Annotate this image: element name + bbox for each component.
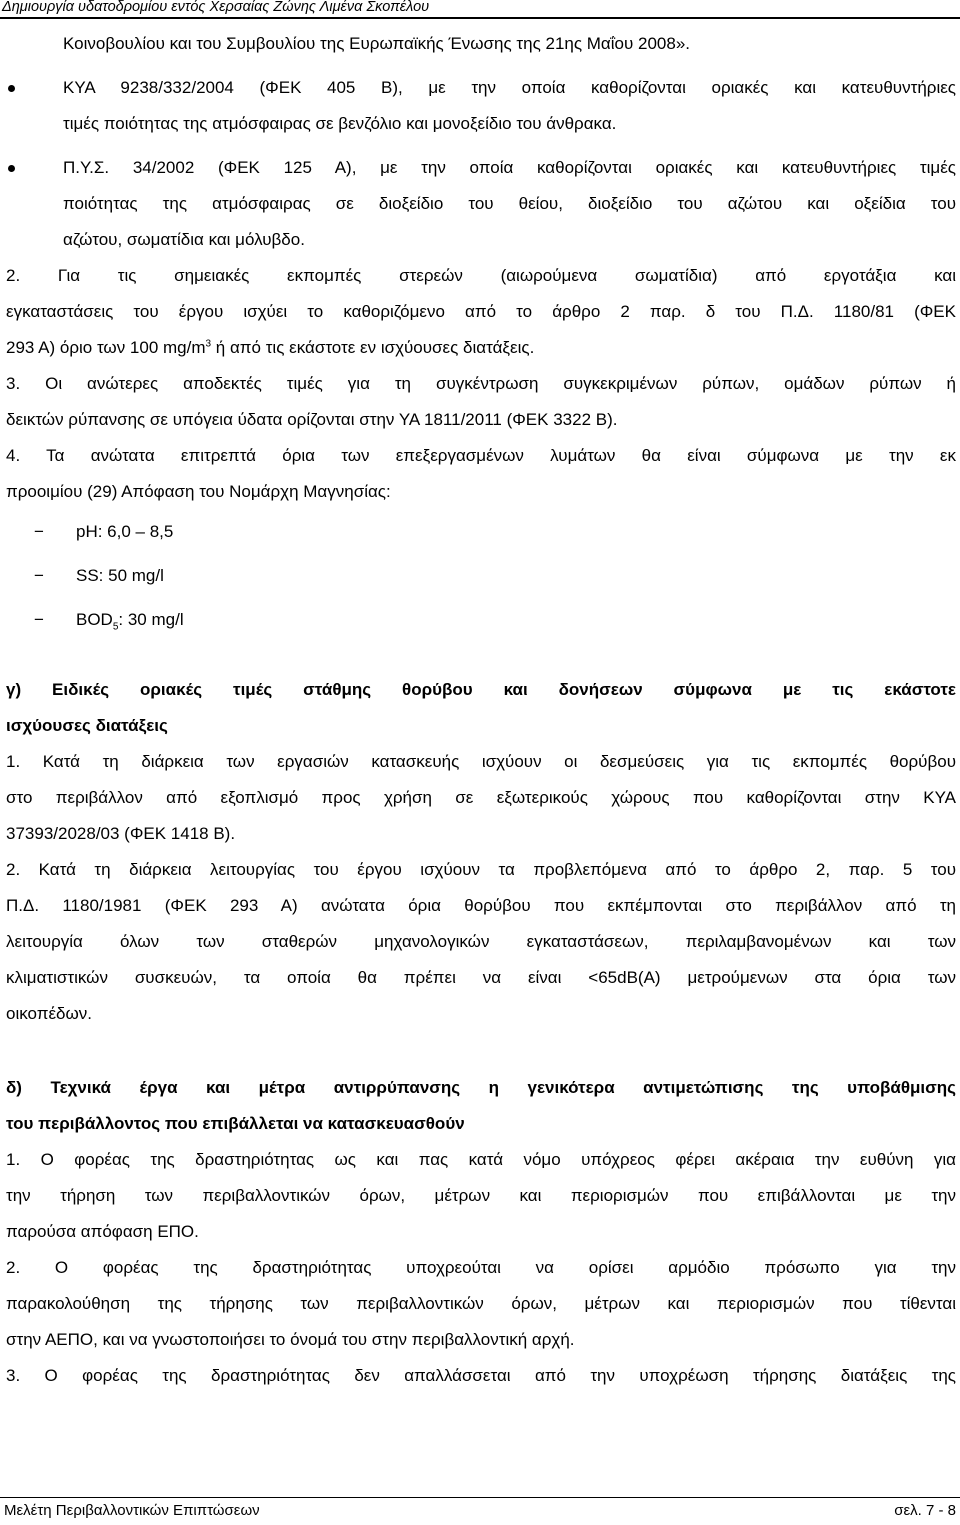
text-line: ΚΥΑ 9238/332/2004 (ΦΕΚ 405 Β), με την οποία καθορίζονται οριακές και κατευθυντήριες: [63, 78, 956, 97]
item-3: [6, 366, 956, 438]
text-line: εγκαταστάσεις του έργου ισχύει το καθοριζόμενο από το άρθρο 2 παρ. δ του Π.Δ. 1180/81 (ΦΕΚ: [6, 302, 956, 321]
text-line: 3. Οι ανώτερες αποδεκτές τιμές για τη συγκέντρωση συγκεκριμένων ρύπων, ομάδων ρύπων ή: [6, 374, 956, 393]
text-line: Π.Δ. 1180/1981 (ΦΕΚ 293 Α) ανώτατα όρια θορύβου που εκπέμπονται στο περιβάλλον από τη: [6, 896, 956, 915]
page-header: [0, 0, 960, 16]
text-line: 37393/2028/03 (ΦΕΚ 1418 Β).: [6, 824, 236, 843]
text-line: δεικτών ρύπανσης σε υπόγεια ύδατα ορίζονται στην ΥΑ 1811/2011 (ΦΕΚ 3322 Β).: [6, 410, 618, 429]
text-line: 2. Κατά τη διάρκεια λειτουργίας του έργου ισχύουν τα προβλεπόμενα από το άρθρο 2, παρ. 5 του: [6, 860, 956, 879]
limit-value: SS: 50 mg/l: [76, 566, 164, 585]
section-g-paragraph-1: [6, 744, 956, 852]
text-line: 3. Ο φορέας της δραστηριότητας δεν απαλλάσσεται από την υποχρέωση τήρησης διατάξεις της: [6, 1366, 956, 1385]
heading-line: δ) Τεχνικά έργα και μέτρα αντιρρύπανσης η γενικότερα αντιμετώπισης της υποβάθμισης: [6, 1078, 956, 1097]
heading-line: του περιβάλλοντος που επιβάλλεται να κατασκευασθούν: [6, 1114, 465, 1133]
text-line: αζώτου, σωματίδια και μόλυβδο.: [63, 230, 305, 249]
limit-ss: [6, 558, 956, 602]
text-line: 2. Για τις σημειακές εκπομπές στερεών (αιωρούμενα σωματίδια) από εργοτάξια και: [6, 266, 956, 285]
dash-icon: −: [34, 566, 44, 585]
text-line: ποιότητας της ατμόσφαιρας σε διοξείδιο του θείου, διοξείδιο του αζώτου και οξείδια του: [63, 194, 956, 213]
section-d-paragraph-1: [6, 1142, 956, 1250]
text-line: λειτουργία όλων των σταθερών μηχανολογικών εγκαταστάσεων, περιλαμβανομένων και των: [6, 932, 956, 951]
page-footer: [0, 1497, 960, 1525]
text-line: 2. Ο φορέας της δραστηριότητας υποχρεούται να ορίσει αρμόδιο πρόσωπο για την: [6, 1258, 956, 1277]
bullet-kya-9238: [6, 70, 956, 142]
item-2: [6, 258, 956, 366]
text-line: 4. Τα ανώτατα επιτρεπτά όρια των επεξεργασμένων λυμάτων θα είναι σύμφωνα με την εκ: [6, 446, 956, 465]
heading-line: ισχύουσες διατάξεις: [6, 716, 168, 735]
text-line: 1. Ο φορέας της δραστηριότητας ως και πας κατά νόμο υπόχρεος φέρει ακέραια την ευθύνη για: [6, 1150, 956, 1169]
item-4: [6, 438, 956, 510]
footer-page-number: σελ. 7 - 8: [894, 1502, 956, 1519]
section-g-paragraph-2: [6, 852, 956, 1032]
text-line: οικοπέδων.: [6, 1004, 93, 1023]
text-line: Κοινοβουλίου και του Συμβουλίου της Ευρωπαϊκής Ένωσης της 21ης Μαΐου 2008».: [63, 34, 691, 53]
heading-line: γ) Ειδικές οριακές τιμές στάθμης θορύβου και δονήσεων σύμφωνα με τις εκάστοτε: [6, 680, 956, 699]
limit-value: pH: 6,0 – 8,5: [76, 522, 174, 541]
text-line: παρούσα απόφαση ΕΠΟ.: [6, 1222, 199, 1241]
bullet-continuation: [6, 26, 956, 62]
text-line: στην ΑΕΠΟ, και να γνωστοποιήσει το όνομά του στην περιβαλλοντική αρχή.: [6, 1330, 575, 1349]
text-line: παρακολούθηση της τήρησης των περιβαλλοντικών όρων, μέτρων και περιορισμών που τίθενται: [6, 1294, 956, 1313]
limit-ph: [6, 514, 956, 558]
dash-icon: −: [34, 522, 44, 541]
text-line: τιμές ποιότητας της ατμόσφαιρας σε βενζόλιο και μονοξείδιο του άνθρακα.: [63, 114, 617, 133]
section-d-heading: [6, 1070, 956, 1142]
footer-document-title: Μελέτη Περιβαλλοντικών Επιπτώσεων: [4, 1502, 260, 1519]
limit-value: $BOD_5$: 30 mg/l: [76, 610, 184, 633]
text-line: 1. Κατά τη διάρκεια των εργασιών κατασκευής ισχύουν οι δεσμεύσεις για τις εκπομπές θορύβου: [6, 752, 956, 771]
header-title: Δημιουργία υδατοδρομίου εντός Χερσαίας Ζώνης Λιμένα Σκοπέλου: [2, 0, 430, 15]
header-rule: [0, 17, 960, 19]
bullet-dot-icon: [8, 85, 15, 92]
bullet-dot-icon: [8, 165, 15, 172]
limit-bod: [6, 602, 956, 646]
text-line: προοιμίου (29) Απόφαση του Νομάρχη Μαγνησίας:: [6, 482, 391, 501]
bullet-pys-34: [6, 150, 956, 258]
section-d-paragraph-2: [6, 1250, 956, 1358]
text-line: 293 Α) όριο των 100 $mg/m^3$ ή από τις εκάστοτε εν ισχύουσες διατάξεις.: [6, 338, 535, 357]
text-line: κλιματιστικών συσκευών, τα οποία θα πρέπει να είναι <65dB(A) μετρούμενων στα όρια των: [6, 968, 956, 987]
text-line: στο περιβάλλον από εξοπλισμό προς χρήση σε εξωτερικούς χώρους που καθορίζονται στην ΚΥΑ: [6, 788, 956, 807]
footer-rule: [0, 1497, 960, 1498]
dash-icon: −: [34, 610, 44, 629]
text-line: την τήρηση των περιβαλλοντικών όρων, μέτρων και περιορισμών που επιβάλλονται με την: [6, 1186, 956, 1205]
document-body: [6, 26, 956, 1394]
text-line: Π.Υ.Σ. 34/2002 (ΦΕΚ 125 Α), με την οποία καθορίζονται οριακές και κατευθυντήριες τιμές: [63, 158, 956, 177]
section-d-paragraph-3: [6, 1358, 956, 1394]
section-g-heading: [6, 672, 956, 744]
